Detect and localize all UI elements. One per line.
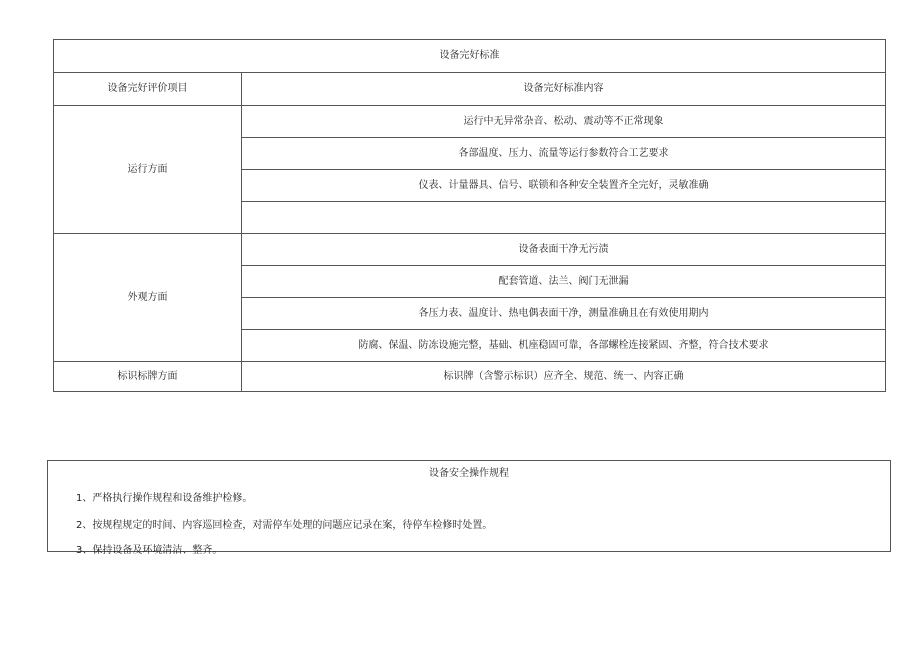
procedure-item: 3、保持设备及环境清洁、整齐。	[76, 545, 223, 556]
group-name-appearance: 外观方面	[54, 234, 242, 362]
group-name-signage: 标识标牌方面	[54, 362, 242, 392]
standard-item: 设备表面干净无污渍	[242, 234, 886, 266]
table-title: 设备完好标准	[54, 40, 886, 73]
column-header-content: 设备完好标准内容	[242, 73, 886, 106]
safety-procedure-box	[47, 460, 891, 556]
column-header-item: 设备完好评价项目	[54, 73, 242, 106]
standard-item: 运行中无异常杂音、松动、震动等不正常现象	[242, 106, 886, 138]
equipment-standard-table	[53, 39, 886, 392]
group-name-operation: 运行方面	[54, 106, 242, 234]
standard-item: 仪表、计量器具、信号、联锁和各种安全装置齐全完好，灵敏准确	[242, 170, 886, 202]
standard-item: 标识牌（含警示标识）应齐全、规范、统一、内容正确	[242, 362, 886, 392]
standard-item: 防腐、保温、防冻设施完整，基础、机座稳固可靠，各部螺栓连接紧固、齐整，符合技术要求	[242, 330, 886, 362]
procedure-item: 1、严格执行操作规程和设备维护检修。	[76, 493, 253, 504]
procedure-title: 设备安全操作规程	[429, 468, 509, 479]
procedure-item: 2、按规程规定的时间、内容巡回检查，对需停车处理的问题应记录在案，待停车检修时处置。	[76, 520, 493, 531]
standard-item-empty	[242, 202, 886, 234]
standard-item: 配套管道、法兰、阀门无泄漏	[242, 266, 886, 298]
standard-item: 各压力表、温度计、热电偶表面干净，测量准确且在有效使用期内	[242, 298, 886, 330]
standard-item: 各部温度、压力、流量等运行参数符合工艺要求	[242, 138, 886, 170]
